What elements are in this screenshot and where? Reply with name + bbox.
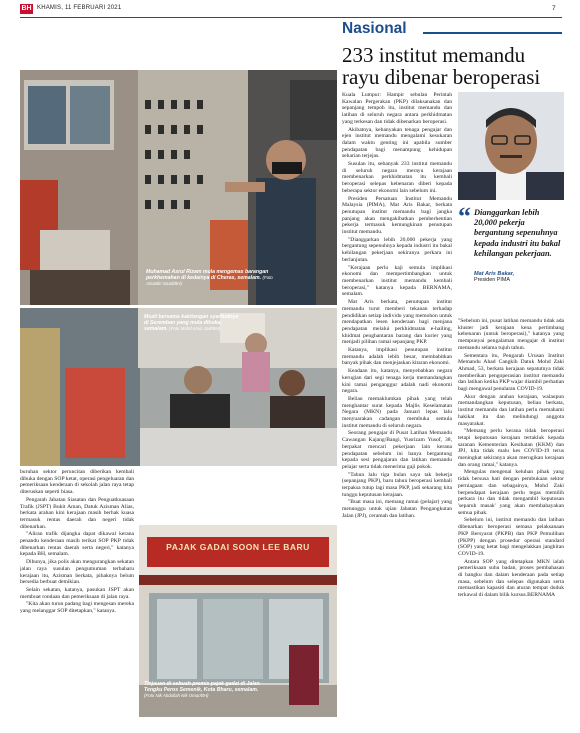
photo-camping-shop	[20, 70, 337, 305]
paragraph: Susulan itu, sebanyak 233 institut memandu di seluruh negara merayu kerajaan membenarkan perkhidmatan itu kembali beroperasi selepas kebenaran diberi kepada beberapa sektor ekonomi lain sebelum ini.	[342, 161, 452, 194]
paragraph: Seorang pengajar di Pusat Latihan Memandu Cawangan Kajang/Bangi, Yusrizam Yusof, 38, berpakat mencari pekerjaan lain kerana pendapatan sebelum ini hanya bergantung kepada sesi pengajaran dan latihan memandu pelajar serta tidak menerima gaji pokok.	[342, 430, 452, 470]
paragraph: Pengarah Jabatan Siasatan dan Penguatkuasaan Trafik (JSPT) Bukit Aman, Datuk Azisman Alias, berkata arahan kini kerajaan masih berhak kuasa termasuk rentas daerah dan negeri tidak dibenarkan.	[20, 496, 134, 530]
photo-caption-3	[144, 681, 262, 700]
photo-pawnshop	[139, 525, 337, 717]
paragraph: Mengulas mengenai keluhan pihak yang tidak bersusa hati dengan pembukaan sektor perniagaan dan sebagainya, Mohd Zaki berpendapat kerajaan perlu tegas memilih perkara itu dan tidak mengambil keputusan 'separuh masak' yang akan membahayakan semua pihak.	[458, 469, 564, 516]
paragraph: "Kerajaan perlu kaji semula implikasi ekonomi dan mempertimbangkan untuk membenarkan institut memandu kembali beroperasi," katanya kepada BERNAMA, semalam.	[342, 264, 452, 298]
caption-text: Muhamad Asrul Rizam mula mengemas barangan perkhemahan di kedainya di Cheras, semalam.	[146, 269, 269, 282]
portrait-mat-aris	[458, 92, 564, 200]
header-rule	[20, 17, 562, 18]
shop-sign: PAJAK GADAI SOON LEE BARU	[166, 542, 310, 552]
brand-logo: BH	[21, 5, 32, 12]
photo-caption-2	[144, 314, 244, 333]
paragraph: "Memang perlu kerana tidak beroperasi tetapi keputusan kerajaan tertakluk kepada saranan Kementerian Kesihatan (KKM) dan JPJ, kita tidak malu kes COVID-19 terus meningkat sekiranya akan merugikan kerajaan dan orang ramai," katanya.	[458, 428, 564, 468]
portrait-image	[458, 92, 564, 200]
paragraph: Akibatnya, kebanyakan tenaga pengajar dan ejen institut memandu mengalami kesukaran dalam waktu genting ini apabila sumber pendapatan bagi menampung kehidupan seharian terjejas.	[342, 126, 452, 160]
paragraph: Mat Aris berkata, penutupan institut memandu turut memberi tekanan terhadap pendidikan setiap individu yang memohon untuk mendapatkan lesen kenderaan bagi menjana pendapatan melalui perkhidmatan e-hailing, khidmat penghantaran barang dan kurier yang menjadi pilihan ramai sepanjang PKP.	[342, 299, 452, 346]
quote-mark-icon: “	[458, 202, 471, 231]
section-label: Nasional	[342, 20, 407, 37]
page-number: 7	[552, 5, 556, 12]
paragraph: Selain sekatan, katanya, pasukan JSPT akan membuat rondaan dan pemeriksaan di jalan raya.	[20, 586, 134, 600]
date-line: KHAMIS, 11 FEBRUARI 2021	[37, 5, 122, 11]
paragraph: Katanya, implikasi penutupan institut memandu adalah lebih besar, membabitkan banyak pihak dan menjejaskan kitaran ekonomi.	[342, 347, 452, 367]
quote-name: Mat Aris Bakar,	[474, 271, 515, 278]
column-right	[458, 318, 564, 718]
paragraph: Akur dengan arahan kerajaan, walaupun memandangkan keputusan, beliau berkata, institut memandu dan latihan perlu memahami hakikat itu dan melindungi anggota masyarakat.	[458, 393, 564, 427]
headline: 233 institut memandu rayu dibenar beroperasi	[342, 43, 541, 89]
paragraph: buruhan sektor peruncitan diberikan kembali dibuka dengan SOP ketat, operasi pengeluaran dan pemeriksaan kenderaan di sekolah jalan raya tetap diteruskan seperti biasa.	[20, 469, 134, 496]
section-rule	[423, 32, 562, 34]
paragraph: "Tahun lalu tiga bulan saya tak bekerja (sepanjang PKP), baru tahun beroperasi kembali terpaksa tutup lagi masa PKP, jadi sekarang kita tunggu keputusan kerajaan.	[342, 471, 452, 498]
paragraph: Beliau memaklumkan pihak yang telah menghantar surat kepada Majlis Keselamatan Negara (MKN) pada Januari lepas lalu menyuarakan cadangan membuka semula institut memandu di seluruh negara.	[342, 395, 452, 429]
paragraph: "Buat masa ini, memang ramai (pelajar) yang menunggu untuk ujian Jabatan Pengangkutan Jalan (JPJ), ceramah dan latihan.	[342, 499, 452, 519]
paragraph: "Aliran trafik dijangka dapat dikawal kerana penandu kenderaan masih terikat SOP PKP tidak dibenarkan rentas daerah serta negeri," katanya kepada BH, semalam.	[20, 531, 134, 558]
caption-text: Tinjauan di sebuah premis pajak gadai di Jalan Tengku Peros Semenik, Kota Bharu, semalam.	[144, 681, 260, 694]
photo-caption-1	[146, 269, 274, 288]
caption-credit: (Foto Aziatdin Saad/BH)	[146, 275, 273, 287]
paragraph: Dibunya, jika polis akan mengurangkan sekatan jalan raya susulan pengumuman terbaharu kerajaan itu, Azisman berkata, pihaknya belum bersedia berbuat demikian.	[20, 559, 134, 586]
photo-office-staff	[20, 308, 337, 466]
quote-title: Presiden PIMA	[474, 277, 510, 284]
paragraph: "Dianggarkan lebih 20,000 pekerja yang bergantung sepenuhnya kepada industri itu bakal kehilangan pekerjaan sekiranya perkara ini berlanjutan.	[342, 236, 452, 263]
caption-credit: (Foto Mohd Amin Jalil/BH)	[169, 326, 221, 332]
column-left-bottom	[20, 469, 134, 719]
paragraph: "Sebelum ini, pusat latihan memandu tidak ada kluster jadi kerajaan kena pertimbang kebenaran (untuk beroperasi)," katanya yang mempunyai pengalaman mengajar di institut memandu selama tujuh tahun.	[458, 318, 564, 351]
paragraph: Sementara itu, Pengarah Urusan Institut Memandu Ahad Cangkih Datuk Mohd Zaki Ahmad, 53, berkata kerajaan sepatutnya tidak memberikan pengoperasian institut memandu dan latihan ketika PKP wajar diambil perhatian bagi mengawal penularan COVID-19.	[458, 352, 564, 393]
paragraph: "Kita akan turun padang bagi mengesan mereka yang melanggar SOP ditetapkan," katanya.	[20, 601, 134, 615]
paragraph: Sebelum ini, institut memandu dan latihan dibenarkan beroperasi semasa pelaksanaan PKP Bersyarat (PKPB) dan PKP Pemulihan (PKPP) dengan prosedur operasi standard (SOP) yang ketat bagi mengelakkan jangkitan COVID-19.	[458, 517, 564, 557]
quote-text: Dianggarkan lebih 20,000 pekerja bergantung sepenuhnya kepada industri itu bakal kehilangan pekerjaan.	[474, 208, 561, 258]
column-middle	[342, 92, 452, 717]
page-header	[0, 0, 580, 42]
paragraph: Antara SOP yang ditetapkan MKN ialah pemeriksaan suhu badan, proses pembahasan di bangku dan dalam kenderaan pada setiap masa, sebelum dan selepas digunakan serta memastikan kapasiti dan aturan tempat duduk terkawal di dalam bilik kursus.BERNAMA	[458, 558, 564, 599]
caption-text: Muzli bersama kakitangan syarikatnya di Seremban yang mula dibuka, semalam.	[144, 314, 239, 333]
paragraph: Keadaan itu, katanya, menyebabkan negara kerugian dari segi tenaga kerja memandangkan kini ramai penganggur adalah nadi ekonomi negara.	[342, 368, 452, 395]
paragraph: Kuala Lumpur: Hampir sebulan Perintah Kawalan Pergerakan (PKP) dilaksanakan dan sepanjang tempoh itu, institut memandu dan latihan di seluruh negara antara perkhidmatan yang terkesan dan tidak dibenarkan beroperasi.	[342, 92, 452, 125]
caption-credit: (Foto Nik Abdullah Nik Omar/BH)	[144, 693, 209, 699]
pull-quote	[458, 202, 564, 284]
paragraph: Presiden Persatuan Institut Memandu Malaysia (PIMA), Mat Aris Bakar, berkata penutupan institut memandu bagi jangka panjang akan mengakibatkan pemberhentian pekerja termasuk kemungkinan penutupan institut memandu.	[342, 195, 452, 236]
